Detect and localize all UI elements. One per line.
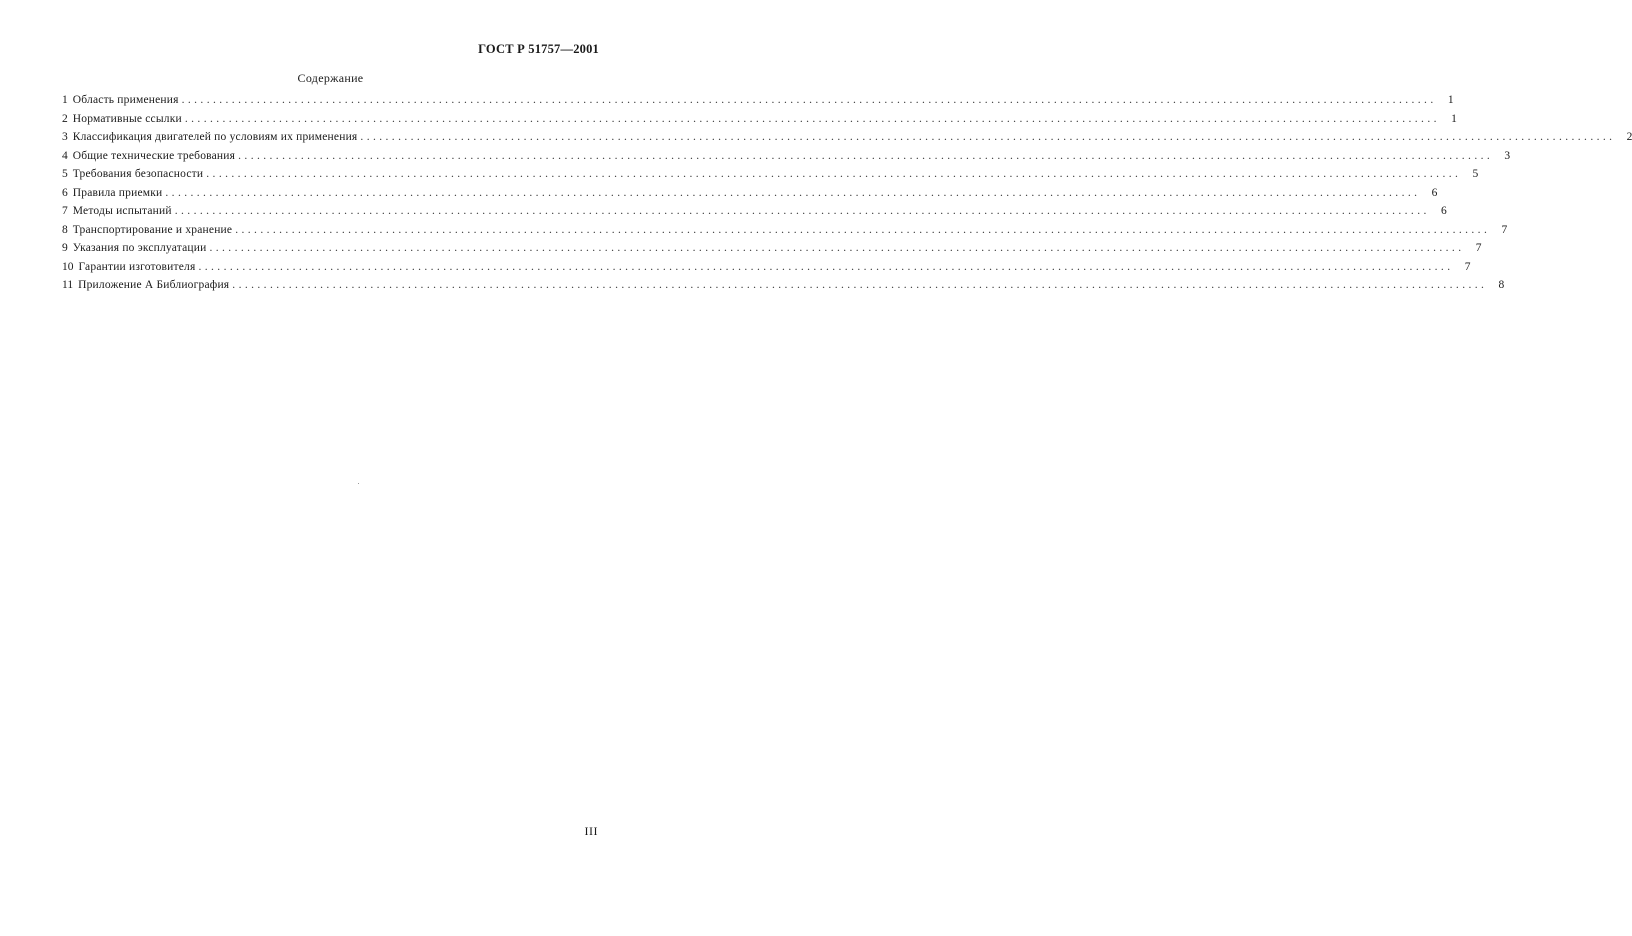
toc-entry-number: 3 [62,131,68,143]
toc-title: Содержание [297,71,364,85]
scan-speck [358,483,359,484]
toc-entry-number: 5 [62,168,68,180]
toc-entry[interactable] [62,279,1505,298]
toc-entry-page: 8 [1498,279,1505,291]
toc-entry-label: Общие технические требования [72,149,236,162]
toc-entry-number: 11 [62,279,74,291]
toc-entry-label: Методы испытаний [72,205,172,217]
toc-entry-label: Область применения [72,94,179,106]
toc-entry-label: Классификация двигателей по условиям их применения [72,131,358,143]
toc-entry-label: Правила приемки [72,186,163,199]
toc-entry[interactable] [62,168,1479,187]
toc-leader-dots: ........................................................................................................................................................................................................ [174,205,1430,217]
table-of-contents [62,94,1632,298]
toc-entry-label: Гарантии изготовителя [78,260,196,273]
toc-entry[interactable] [62,112,1457,132]
toc-entry-label: Указания по эксплуатации [72,242,207,254]
toc-leader-dots: ........................................................................................................................................................................................................ [238,149,1494,162]
toc-entry-number: 4 [62,149,68,162]
toc-entry[interactable] [62,242,1482,261]
toc-entry-page: 3 [1504,149,1511,162]
toc-entry-page: 6 [1431,186,1438,199]
toc-leader-dots: ........................................................................................................................................................................................................ [206,168,1462,180]
toc-entry[interactable] [62,131,1632,150]
toc-leader-dots: ........................................................................................................................................................................................................ [165,186,1421,199]
toc-entry[interactable] [62,94,1454,113]
toc-entry-page: 5 [1472,168,1479,180]
page-number: III [584,824,598,838]
toc-entry[interactable] [62,260,1471,280]
toc-entry-page: 7 [1501,223,1508,236]
toc-entry-number: 10 [62,260,74,273]
toc-entry-page: 1 [1447,94,1454,106]
toc-entry[interactable] [62,205,1447,224]
toc-leader-dots: ........................................................................................................................................................................................................ [232,279,1488,291]
toc-entry-number: 7 [62,205,68,217]
toc-entry-number: 9 [62,242,68,254]
toc-entry-number: 2 [62,112,68,125]
toc-entry-number: 6 [62,186,68,199]
toc-leader-dots: ........................................................................................................................................................................................................ [360,131,1616,143]
toc-leader-dots: ........................................................................................................................................................................................................ [181,94,1437,106]
toc-leader-dots: ........................................................................................................................................................................................................ [184,112,1440,125]
toc-entry-page: 2 [1626,131,1632,143]
toc-entry-page: 7 [1464,260,1471,273]
toc-entry-label: Транспортирование и хранение [72,223,233,236]
toc-leader-dots: ........................................................................................................................................................................................................ [209,242,1465,254]
toc-leader-dots: ........................................................................................................................................................................................................ [198,260,1454,273]
toc-entry-number: 1 [62,94,68,106]
toc-leader-dots: ........................................................................................................................................................................................................ [235,223,1491,236]
toc-entry-page: 1 [1451,112,1457,125]
toc-entry-label: Требования безопасности [72,168,204,180]
toc-entry-number: 8 [62,223,68,236]
toc-entry-label: Нормативные ссылки [72,112,182,125]
toc-entry[interactable] [62,186,1438,206]
toc-entry-page: 6 [1441,205,1447,217]
toc-entry-label: Приложение А Библиография [78,279,230,291]
toc-entry[interactable] [62,223,1508,243]
toc-entry[interactable] [62,149,1511,169]
toc-entry-page: 7 [1475,242,1482,254]
standard-code: ГОСТ Р 51757—2001 [478,42,599,56]
